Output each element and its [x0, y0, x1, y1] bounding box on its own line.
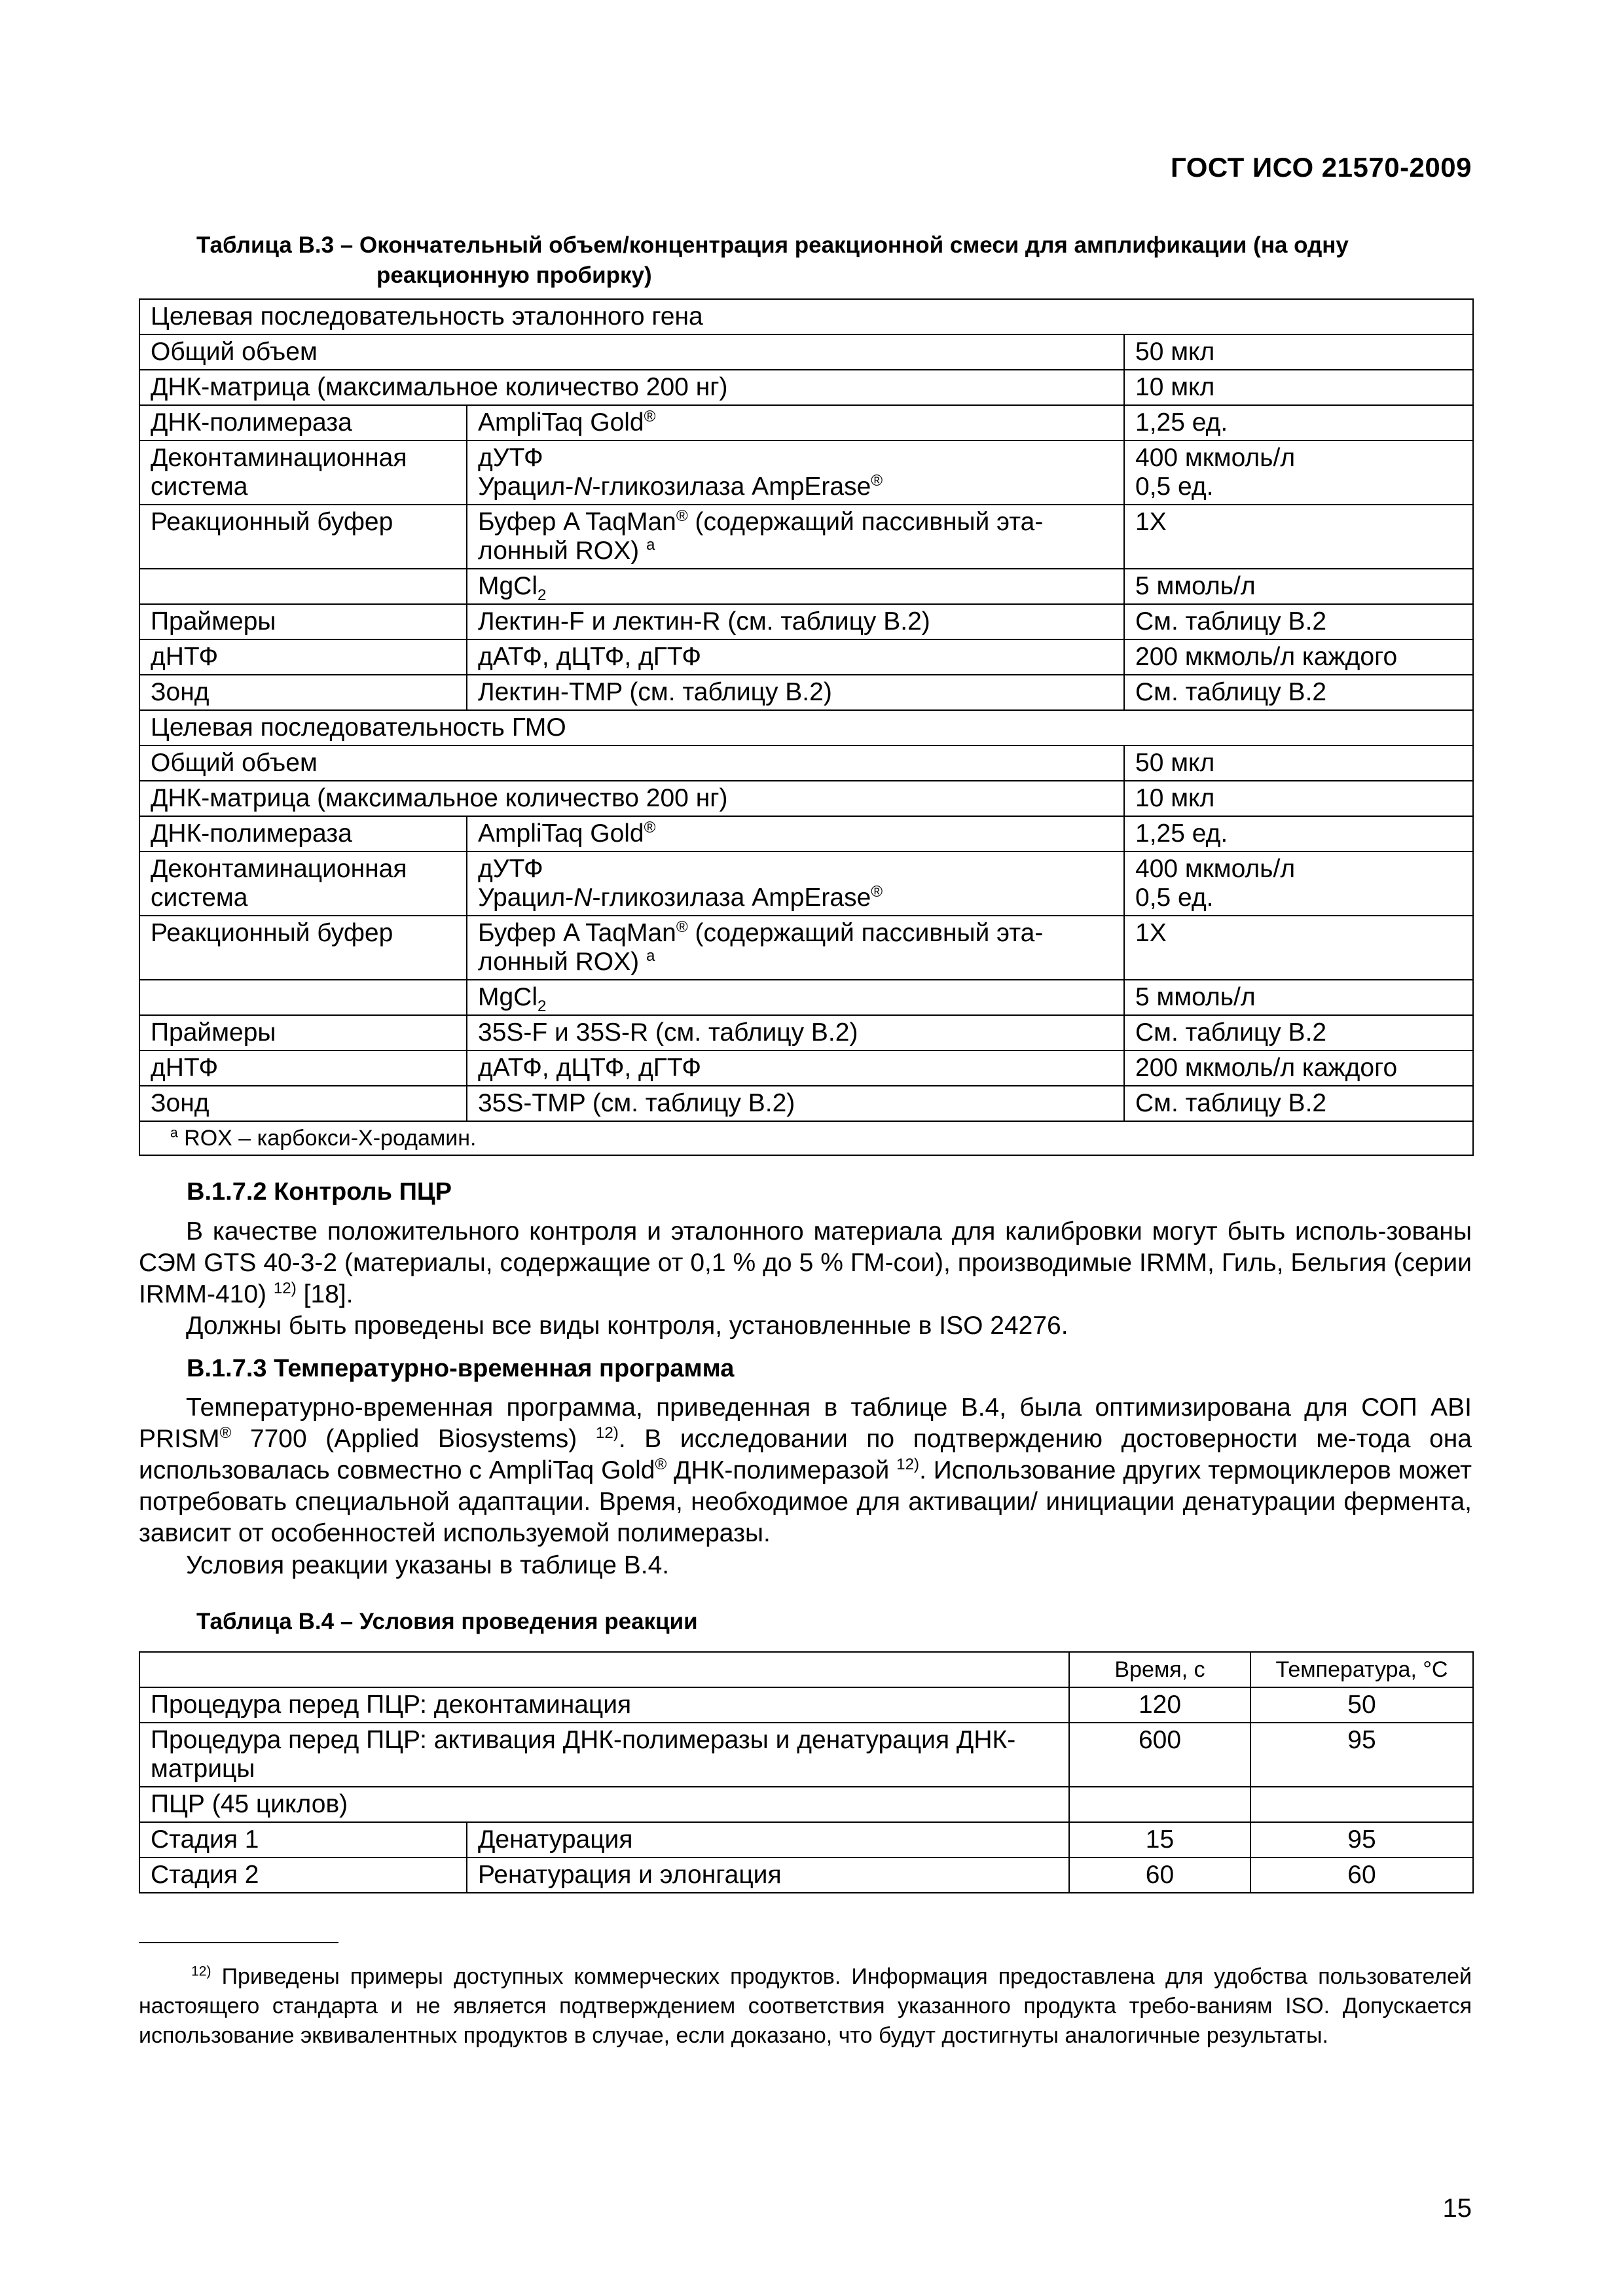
registered-mark: ®: [219, 1424, 232, 1442]
registered-mark: ®: [644, 408, 656, 425]
table-b3: [139, 298, 1474, 1156]
cell-text: -гликозилаза AmpErase: [592, 473, 871, 501]
table-row: [139, 1787, 1473, 1822]
cell-line: дУТФ: [478, 855, 543, 883]
product-name: AmpliTaq Gold: [478, 819, 644, 848]
table-cell: См. таблицу В.2: [1124, 675, 1473, 710]
table-cell: 60: [1069, 1857, 1250, 1893]
registered-mark: ®: [871, 472, 883, 490]
table-cell: 1X: [1124, 916, 1473, 980]
table-cell: Целевая последовательность ГМО: [139, 710, 1473, 745]
product-name: AmpliTaq Gold: [478, 408, 644, 437]
italic-n: N: [574, 473, 593, 501]
table-cell: Лектин-TMP (см. таблицу В.2): [467, 675, 1124, 710]
table-cell: [467, 569, 1124, 604]
table-row: [139, 440, 1473, 505]
table-b4-caption-lead: Таблица В.4 –: [196, 1609, 359, 1634]
table-cell: [467, 816, 1124, 852]
cell-line: 400 мкмоль/л: [1135, 855, 1296, 883]
table-cell: 95: [1250, 1723, 1473, 1787]
cell-text: Урацил-: [478, 884, 574, 912]
table-b3-caption-lead: Таблица В.3 –: [196, 232, 359, 258]
table-cell: Стадия 1: [139, 1822, 467, 1857]
table-cell: ПЦР (45 циклов): [139, 1787, 1069, 1822]
cell-line: 400 мкмоль/л: [1135, 444, 1296, 472]
table-row: [139, 745, 1473, 781]
table-row: [139, 1822, 1473, 1857]
table-cell: 120: [1069, 1687, 1250, 1723]
table-b4-caption: [196, 1607, 698, 1637]
table-b4-caption-text: Условия проведения реакции: [359, 1609, 698, 1634]
table-cell: дНТФ: [139, 639, 467, 675]
section-heading-b172: В.1.7.2 Контроль ПЦР: [187, 1178, 452, 1206]
table-cell: См. таблицу В.2: [1124, 604, 1473, 639]
note-text: ROX – карбокси-X-родамин.: [177, 1126, 477, 1151]
table-row: [139, 334, 1473, 370]
table-cell: ДНК-матрица (максимальное количество 200 нг): [139, 370, 1124, 405]
registered-mark: ®: [676, 507, 688, 525]
cell-text: Урацил-: [478, 473, 574, 501]
cell-text: MgCl: [478, 572, 538, 600]
table-cell: Праймеры: [139, 1015, 467, 1050]
table-cell: Процедура перед ПЦР: активация ДНК-полимеразы и денатурация ДНК-матрицы: [139, 1723, 1069, 1787]
table-row: [139, 370, 1473, 405]
table-cell: 1,25 ед.: [1124, 816, 1473, 852]
table-b3-caption-line1: Окончательный объем/концентрация реакционной смеси для амплификации (на одну: [359, 232, 1349, 258]
registered-mark: ®: [644, 819, 656, 836]
paragraph-text: Температурно-временная программа, приведенная в таблице В.4, была оптимизирована для СОП ABI PRISM: [139, 1393, 1472, 1453]
table-cell: Общий объем: [139, 745, 1124, 781]
registered-mark: ®: [655, 1456, 667, 1473]
paragraph-text: 7700 (Applied Biosystems): [231, 1425, 596, 1453]
paragraph-text: ДНК-полимеразой: [666, 1456, 897, 1484]
table-cell: 600: [1069, 1723, 1250, 1787]
cell-line: 0,5 ед.: [1135, 884, 1214, 912]
footnote-ref: 12): [595, 1424, 619, 1442]
registered-mark: ®: [676, 918, 688, 936]
cell-text: (содержащий пассивный эта-лонный ROX): [478, 508, 1044, 565]
table-cell: [467, 980, 1124, 1015]
table-header-cell: [139, 1652, 1069, 1687]
table-cell: 50: [1250, 1687, 1473, 1723]
table-cell: Деконтаминационная система: [139, 440, 467, 505]
table-cell: [1069, 1787, 1250, 1822]
table-row: [139, 980, 1473, 1015]
table-row: [139, 710, 1473, 745]
cell-text: MgCl: [478, 983, 538, 1011]
table-cell: Общий объем: [139, 334, 1124, 370]
table-row: [139, 299, 1473, 334]
table-b3-caption: [196, 230, 1473, 291]
table-cell: Деконтаминационная система: [139, 852, 467, 916]
cell-line: 0,5 ед.: [1135, 473, 1214, 501]
table-cell: 10 мкл: [1124, 781, 1473, 816]
table-cell: Лектин-F и лектин-R (см. таблицу В.2): [467, 604, 1124, 639]
note-mark: a: [170, 1125, 178, 1141]
table-cell: дАТФ, дЦТФ, дГТФ: [467, 639, 1124, 675]
table-cell: Зонд: [139, 1086, 467, 1121]
note-mark: a: [646, 947, 655, 965]
table-note: [139, 1121, 1473, 1155]
table-cell: дНТФ: [139, 1050, 467, 1086]
footnote-text: Приведены примеры доступных коммерческих продуктов. Информация предоставлена для удобства пользователей настоящего стандарта и не является подтверждением соответствия указанного продукта требо-ваниям ISO. Допускается использование эквивалентных продуктов в случае, если доказано, что будут достигнуты аналогичные результаты.: [139, 1964, 1472, 2048]
standard-header: ГОСТ ИСО 21570-2009: [1170, 152, 1472, 183]
page-number: 15: [1442, 2194, 1472, 2223]
table-row: [139, 916, 1473, 980]
table-row: [139, 405, 1473, 440]
footnote: [139, 1962, 1472, 2051]
table-row: [139, 816, 1473, 852]
table-row: [139, 1015, 1473, 1050]
cell-text: -гликозилаза AmpErase: [592, 884, 871, 912]
table-cell: См. таблицу В.2: [1124, 1015, 1473, 1050]
table-row: [139, 1723, 1473, 1787]
table-cell: 200 мкмоль/л каждого: [1124, 1050, 1473, 1086]
paragraph-text: . В исследовании по подтверждению достоверности ме-тода она использовалась совместно с AmpliTaq Gold: [139, 1425, 1472, 1484]
paragraph-text: . Использование других термоциклеров может потребовать специальной адаптации. Время, необходимое для активации/ инициации денатурации фермента, зависит от особенностей используемой полимеразы.: [139, 1456, 1472, 1547]
table-row: [139, 1086, 1473, 1121]
footnote-mark: 12): [191, 1964, 211, 1979]
table-cell: 200 мкмоль/л каждого: [1124, 639, 1473, 675]
paragraph: [139, 1216, 1472, 1310]
subscript: 2: [538, 997, 547, 1015]
table-cell: Денатурация: [467, 1822, 1069, 1857]
italic-n: N: [574, 884, 593, 912]
table-cell: дАТФ, дЦТФ, дГТФ: [467, 1050, 1124, 1086]
table-cell: [139, 569, 467, 604]
table-b3-caption-line2: реакционную пробирку): [376, 262, 652, 288]
note-mark: a: [646, 536, 655, 554]
table-cell: 95: [1250, 1822, 1473, 1857]
table-cell: [467, 852, 1124, 916]
table-cell: 1,25 ед.: [1124, 405, 1473, 440]
table-note-row: [139, 1121, 1473, 1155]
table-cell: Реакционный буфер: [139, 505, 467, 569]
table-cell: ДНК-полимераза: [139, 816, 467, 852]
table-row: [139, 675, 1473, 710]
paragraph-text: [18].: [296, 1280, 354, 1308]
cell-text: Буфер A TaqMan: [478, 919, 676, 947]
table-cell: ДНК-матрица (максимальное количество 200 нг): [139, 781, 1124, 816]
table-cell: 1X: [1124, 505, 1473, 569]
table-header-cell: Температура, °С: [1250, 1652, 1473, 1687]
registered-mark: ®: [871, 883, 883, 901]
footnote-ref: 12): [896, 1456, 920, 1473]
table-cell: [467, 505, 1124, 569]
footnote-separator: [139, 1942, 338, 1943]
subscript: 2: [538, 586, 547, 604]
table-cell: ДНК-полимераза: [139, 405, 467, 440]
table-cell: [1124, 440, 1473, 505]
table-cell: [467, 440, 1124, 505]
table-row: [139, 569, 1473, 604]
section-heading-b173: В.1.7.3 Температурно-временная программа: [187, 1355, 735, 1382]
table-row: [139, 852, 1473, 916]
paragraph: [139, 1392, 1472, 1549]
table-row: [139, 1857, 1473, 1893]
table-row: [139, 505, 1473, 569]
table-cell: [467, 916, 1124, 980]
paragraph: Должны быть проведены все виды контроля, установленные в ISO 24276.: [186, 1312, 1068, 1340]
table-cell: 5 ммоль/л: [1124, 980, 1473, 1015]
table-row: [139, 1050, 1473, 1086]
table-cell: [467, 405, 1124, 440]
table-cell: Зонд: [139, 675, 467, 710]
cell-line: дУТФ: [478, 444, 543, 472]
table-cell: 10 мкл: [1124, 370, 1473, 405]
table-cell: 50 мкл: [1124, 745, 1473, 781]
table-header-cell: Время, с: [1069, 1652, 1250, 1687]
table-cell: 35S-F и 35S-R (см. таблицу В.2): [467, 1015, 1124, 1050]
table-cell: Стадия 2: [139, 1857, 467, 1893]
table-row: [139, 604, 1473, 639]
footnote-ref: 12): [273, 1280, 297, 1297]
table-row: [139, 639, 1473, 675]
table-cell: 50 мкл: [1124, 334, 1473, 370]
table-cell: 35S-TMP (см. таблицу В.2): [467, 1086, 1124, 1121]
table-row: [139, 781, 1473, 816]
table-cell: [139, 980, 467, 1015]
table-cell: См. таблицу В.2: [1124, 1086, 1473, 1121]
table-b4: [139, 1651, 1474, 1893]
table-header-row: [139, 1652, 1473, 1687]
table-cell: Целевая последовательность эталонного гена: [139, 299, 1473, 334]
paragraph: Условия реакции указаны в таблице В.4.: [186, 1551, 670, 1579]
table-cell: 60: [1250, 1857, 1473, 1893]
table-cell: Ренатурация и элонгация: [467, 1857, 1069, 1893]
cell-text: Буфер A TaqMan: [478, 508, 676, 536]
table-cell: [1124, 852, 1473, 916]
table-cell: Процедура перед ПЦР: деконтаминация: [139, 1687, 1069, 1723]
table-cell: 15: [1069, 1822, 1250, 1857]
table-cell: Праймеры: [139, 604, 467, 639]
table-cell: Реакционный буфер: [139, 916, 467, 980]
table-row: [139, 1687, 1473, 1723]
cell-text: (содержащий пассивный эта-лонный ROX): [478, 919, 1044, 976]
table-cell: 5 ммоль/л: [1124, 569, 1473, 604]
paragraph-text: В качестве положительного контроля и эталонного материала для калибровки могут быть исполь-зованы СЭМ GTS 40-3-2 (материалы, содержащие от 0,1 % до 5 % ГМ-сои), производимые IRMM, Гиль, Бельгия (серии IRMM-410): [139, 1217, 1472, 1308]
table-cell: [1250, 1787, 1473, 1822]
